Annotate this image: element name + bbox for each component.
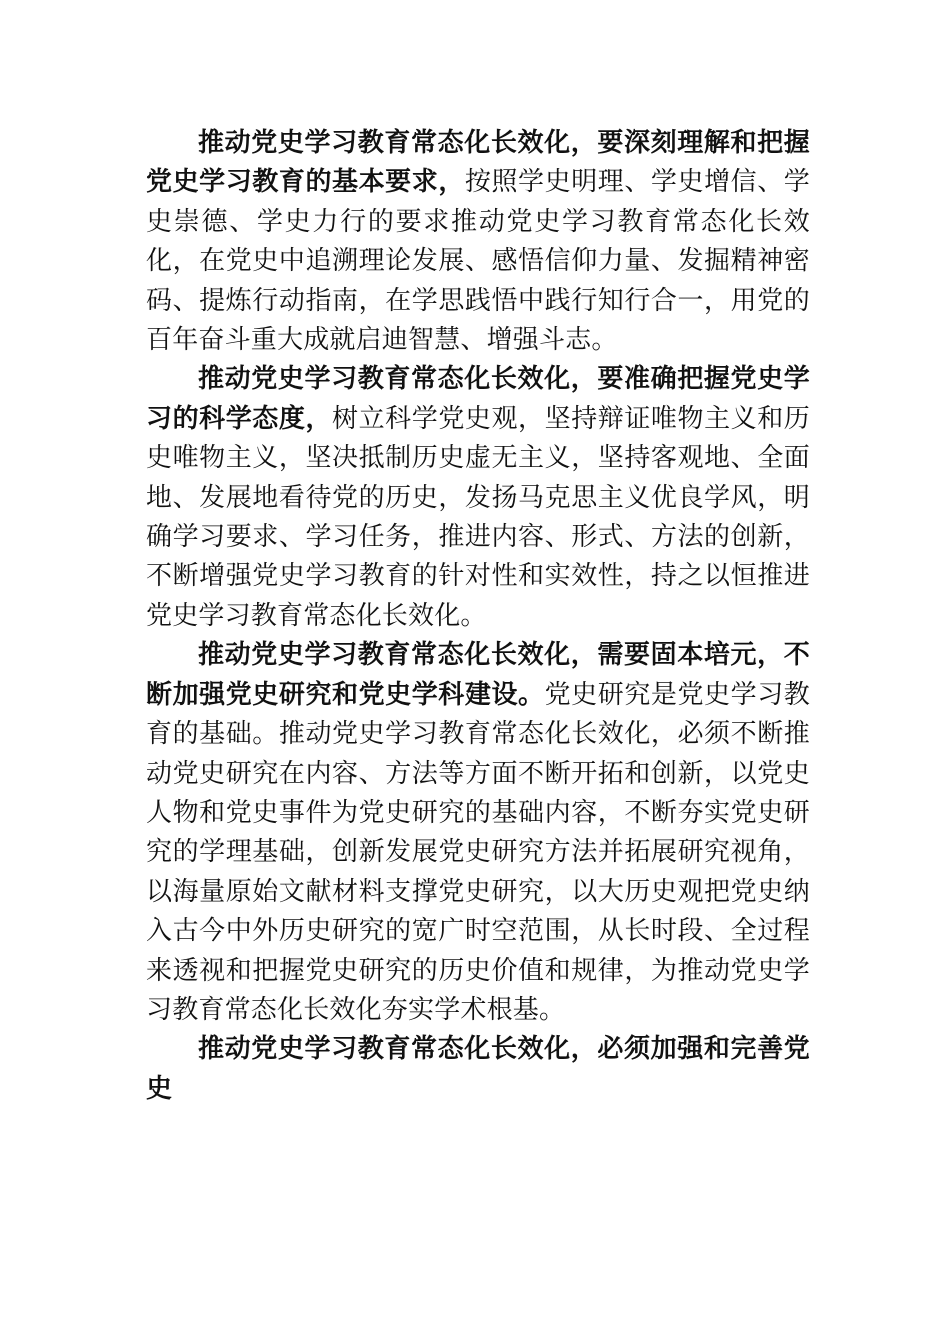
paragraph-3-body: 党史研究是党史学习教育的基础。推动党史学习教育常态化长效化，必须不断推动党史研究在内容、方法等方面不断开拓和创新，以党史人物和党史事件为党史研究的基础内容，不断夯实党史研究的学理基础，创新发展党史研究方法并拓展研究视角，以海量原始文献材料支撑党史研究，以大历史观把党史纳入古今中外历史研究的宽广时空范围，从长时段、全过程来透视和把握党史研究的历史价值和规律，为推动党史学习教育常态化长效化夯实学术根基。	[146, 679, 810, 1025]
paragraph-2	[146, 360, 810, 636]
paragraph-3-lead: 推动党史学习教育常态化长效化，需要固本培元，不断加强党史研究和党史学科建设。	[146, 640, 810, 710]
paragraph-4-lead: 推动党史学习教育常态化长效化，必须加强和完善党史	[146, 1034, 810, 1104]
paragraph-1	[146, 124, 810, 360]
paragraph-4	[146, 1030, 810, 1109]
paragraph-2-lead: 推动党史学习教育常态化长效化，要准确把握党史学习的科学态度，	[146, 364, 810, 434]
document-page	[146, 124, 810, 1109]
paragraph-1-lead: 推动党史学习教育常态化长效化，要深刻理解和把握党史学习教育的基本要求，	[146, 128, 810, 198]
paragraph-3	[146, 636, 810, 1030]
paragraph-1-body: 按照学史明理、学史增信、学史崇德、学史力行的要求推动党史学习教育常态化长效化，在党史中追溯理论发展、感悟信仰力量、发掘精神密码、提炼行动指南，在学思践悟中践行知行合一，用党的百年奋斗重大成就启迪智慧、增强斗志。	[146, 167, 810, 356]
paragraph-2-body: 树立科学党史观，坚持辩证唯物主义和历史唯物主义，坚决抵制历史虚无主义，坚持客观地、全面地、发展地看待党的历史，发扬马克思主义优良学风，明确学习要求、学习任务，推进内容、形式、方法的创新，不断增强党史学习教育的针对性和实效性，持之以恒推进党史学习教育常态化长效化。	[146, 403, 810, 631]
